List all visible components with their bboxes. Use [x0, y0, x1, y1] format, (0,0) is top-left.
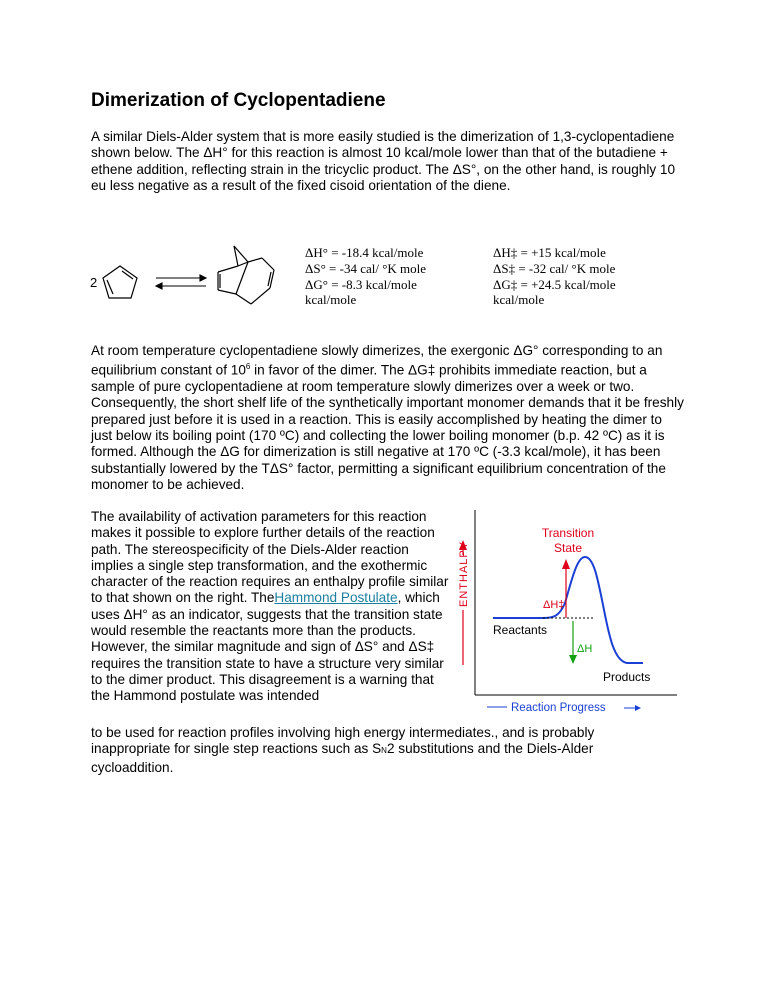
- unit-line: kcal/mole: [493, 292, 545, 308]
- reaction-scheme: [88, 240, 288, 320]
- cyclopentadiene-structure: [103, 266, 137, 298]
- dh-activation-label: ΔH‡: [543, 599, 565, 611]
- para2-text-b: in favor of the dimer. The ΔG‡ prohibits immediate reaction, but a sample of pure cyclopentadiene at room temperature slowly dimerizes over a week or two. Consequently, the short shelf life of the synthetically important monomer demands that it be freshly prepared just before it is used in a reaction. This is easily accomplished by heating the dimer to just below its boiling point (170 ºC) and collecting the lower boiling monomer (b.p. 42 ºC) as it is formed. Although the ΔG for dimerization is still negative at 170 ºC (-3.3 kcal/mole), it has been substantially lowered by the TΔS° factor, permitting a significant equilibrium concentration of the monomer to be achieved.: [91, 362, 684, 492]
- equilibrium-arrows: [156, 275, 206, 289]
- exponent: 6: [245, 362, 251, 372]
- unit-line: kcal/mole: [305, 292, 357, 308]
- delta-s-act-value: ΔS‡ = -32 cal/ °K mole: [493, 260, 616, 276]
- thermo-ground-state: [305, 245, 465, 308]
- stoichiometric-coefficient: 2: [90, 275, 98, 290]
- reactants-label: Reactants: [493, 623, 548, 637]
- hammond-paragraph-continued: [91, 725, 651, 776]
- products-label: Products: [603, 670, 651, 684]
- delta-s-value: ΔS° = -34 cal/ °K mole: [305, 260, 427, 276]
- delta-h-value: ΔH° = -18.4 kcal/mole: [305, 245, 424, 260]
- x-axis-label: Reaction Progress: [511, 702, 606, 714]
- hammond-paragraph: [91, 509, 451, 705]
- dh-arrow: [569, 621, 577, 664]
- enthalpy-curve: [493, 557, 643, 663]
- enthalpy-diagram: [455, 505, 680, 720]
- delta-h-act-value: ΔH‡ = +15 kcal/mole: [493, 245, 606, 260]
- para3-text-c: to be used for reaction profiles involving high energy intermediates., and is probably inappropriate for single step reactions such as S: [91, 725, 595, 757]
- delta-g-value: ΔG° = -8.3 kcal/mole: [305, 276, 417, 292]
- y-axis-label-group: [458, 540, 470, 665]
- hammond-postulate-link[interactable]: Hammond Postulate: [274, 590, 398, 606]
- dicyclopentadiene-structure: [218, 246, 274, 304]
- para3-text-b: , which uses ΔH° as an indicator, suggests that the transition state would resemble the reactants more than the products. However, the similar magnitude and sign of ΔS° and ΔS‡ requires the transition state to have a structure very similar to the dimer product. This disagreement is a warning that the Hammond postulate was intended: [91, 590, 444, 704]
- para3-text-d: 2 substitutions and the Diels-Alder cycloaddition.: [91, 741, 594, 775]
- para3-text-a: The availability of activation parameters for this reaction makes it possible to explore further details of the reaction path. The stereospecificity of the Diels-Alder reaction implies a single step transformation, and the exothermic character of the reaction requires an enthalpy profile similar to that shown on the right. The: [91, 509, 449, 606]
- delta-g-act-value: ΔG‡ = +24.5 kcal/mole: [493, 276, 616, 292]
- intro-paragraph: A similar Diels-Alder system that is more easily studied is the dimerization of 1,3-cyclopentadiene shown below. The ΔH° for this reaction is almost 10 kcal/mole lower than that of the butadiene + ethene addition, reflecting strain in the tricyclic product. The ΔS°, on the other hand, is roughly 10 eu less negative as a result of the fixed cisoid orientation of the diene.: [91, 129, 676, 193]
- y-axis-label: ENTHALPY: [458, 540, 470, 607]
- subscript-n: N: [381, 746, 387, 756]
- dh-label: ΔH: [577, 643, 593, 655]
- thermo-activation: [493, 245, 653, 308]
- equilibrium-paragraph: [91, 343, 686, 493]
- transition-state-label-line2: State: [553, 541, 583, 555]
- x-axis-label-group: [487, 702, 641, 714]
- para2-text-a: At room temperature cyclopentadiene slowly dimerizes, the exergonic ΔG° corresponding to an equilibrium constant of 10: [91, 343, 663, 378]
- page-title: Dimerization of Cyclopentadiene: [91, 90, 386, 111]
- transition-state-label-line1: Transition: [541, 526, 595, 540]
